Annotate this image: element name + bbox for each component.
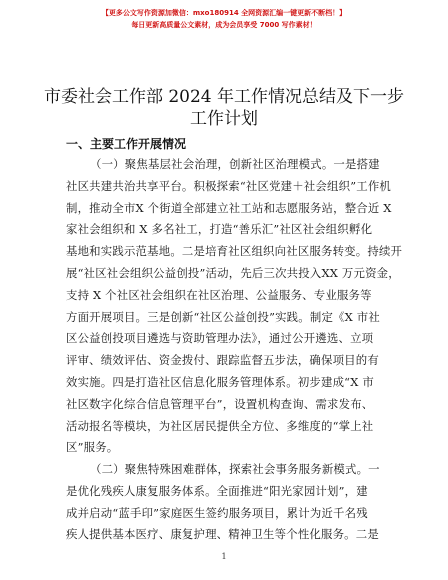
paragraph-1-line: 区公益创投项目遴选与资助管理办法》，通过公开遴选、立项 [66,331,374,346]
paragraph-1-line: 社区数字化综合信息管理平台”，设置机构查询、需求发布、 [66,396,374,411]
paragraph-1-line: 区”服务。 [66,440,119,455]
paragraph-1-line: 方面开展项目。三是创新“社区公益创投”实践。制定《X 市社 [66,309,380,324]
paragraph-2-line: 成并启动“蓝手印”家庭医生签约服务项目，累计为近千名残 [66,505,368,520]
promo-banner-line-2: 每日更新高质量公文素材，成为会员享受 7000 写作素材！ [131,21,317,29]
paragraph-1-line: 效实施。四是打造社区信息化服务管理体系。初步建成“X 市 [66,374,374,389]
paragraph-1-line: 展“社区社会组织公益创投”活动，先后三次共投入XX 万元资金， [66,265,400,280]
paragraph-1 [66,154,403,459]
paragraph-1-line: 基地和实践示范基地。二是培育社区组织向社区服务转变。持续开 [66,244,403,259]
paragraph-1-line: （一）聚焦基层社会治理，创新社区治理模式。一是搭建 [90,157,380,171]
paragraph-1-line: 支持 X 个社区社会组织在社区治理、公益服务、专业服务等 [66,287,372,302]
promo-banner-line-1: 【更多公文写作资源加微信：mxo180914 全网资源汇编一键更新不断档！】 [101,9,347,17]
promo-banner [0,8,448,30]
paragraph-1-line: 社区共建共治共享平台。积极探索“社区党建＋社会组织”工作机 [66,178,391,193]
paragraph-1-line: 家社会组织和 X 多名社工，打造“善乐汇”社区社会组织孵化 [66,222,373,237]
paragraph-2-line: 是优化残疾人康复服务体系。全面推进“阳光家园计划”，建 [66,483,368,498]
document-title-line-2: 工作计划 [190,109,258,129]
paragraph-2 [66,459,392,546]
paragraph-1-line: 评审、绩效评估、资金拨付、跟踪监督五步法，确保项目的有 [66,353,379,368]
paragraph-1-line: 活动报名等模块，为社区居民提供全方位、多维度的“掌上社 [66,418,374,433]
section-heading: 一、主要工作开展情况 [66,137,187,151]
paragraph-1-line: 制，推动全市X 个街道全部建立社工站和志愿服务站，整合近 X [66,200,392,215]
page-number: 1 [221,552,227,561]
document-title-line-1: 市委社会工作部 2024 年工作情况总结及下一步 [43,87,405,107]
paragraph-2-line: （二）聚焦特殊困难群体，探索社会事务服务新模式。一 [90,462,380,476]
paragraph-2-line: 疾人提供基本医疗、康复护理、精神卫生等个性化服务。二是 [66,527,379,542]
